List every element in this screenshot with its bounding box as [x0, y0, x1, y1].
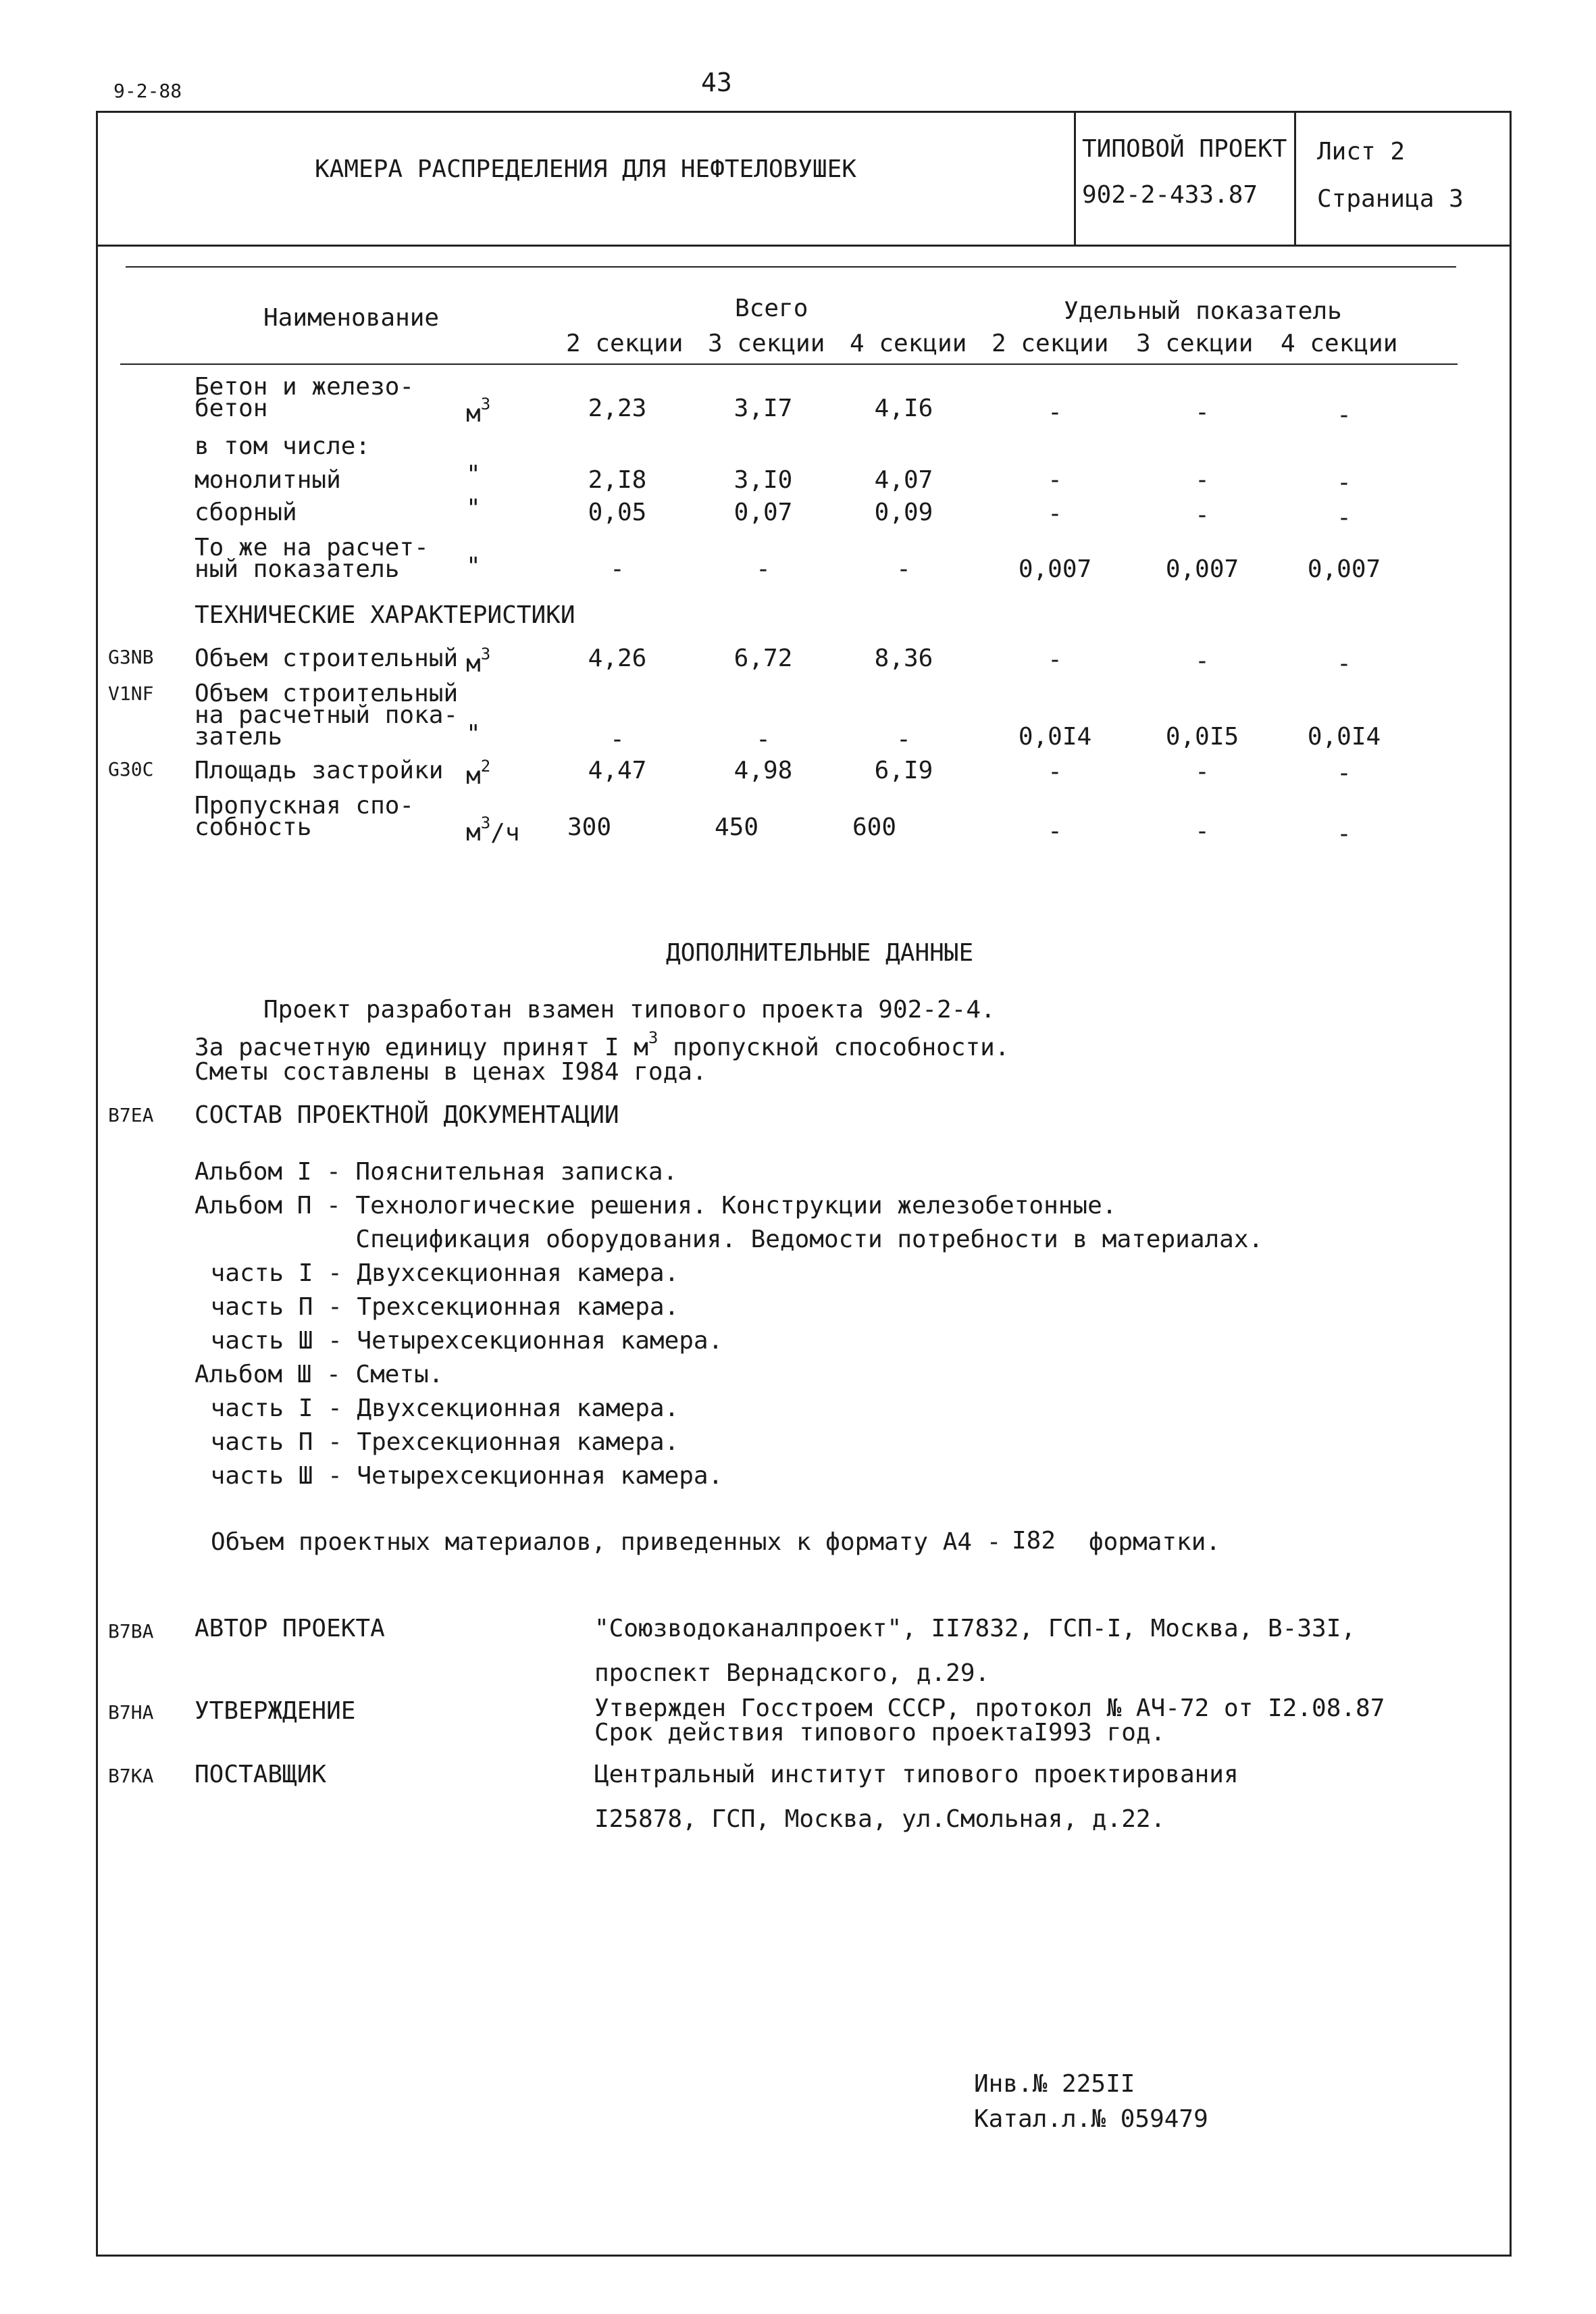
additional-data-heading: ДОПОЛНИТЕЛЬНЫЕ ДАННЫЕ — [666, 939, 974, 967]
title-block-divider-1 — [1074, 111, 1076, 246]
row-unit: $м^3/ч$ — [466, 813, 520, 847]
composition-line: Альбом П - Технологические решения. Конструкции железобетонные. — [195, 1192, 1117, 1219]
cell-value: 4,47 — [588, 757, 647, 784]
cell-value: 4,07 — [874, 466, 933, 494]
volume-text: Объем проектных материалов, приведенных к формату А4 - — [211, 1528, 1002, 1556]
cell-value: 0,0I4 — [1018, 723, 1092, 751]
subheader-specific-3: 3 секции — [1136, 330, 1254, 357]
row-code: V1NF — [108, 682, 154, 705]
row-name-cont: ный показатель — [195, 555, 400, 583]
cell-value: 0,007 — [1018, 555, 1092, 583]
cell-value: - — [1048, 466, 1062, 494]
approval-line: Срок действия типового проектаI993 год. — [594, 1719, 1166, 1746]
cell-value: 2,23 — [588, 395, 647, 422]
row-name-cont: затель — [195, 723, 283, 751]
cell-value: - — [1048, 758, 1062, 786]
cell-value: - — [1195, 758, 1210, 786]
additional-line: Проект разработан взамен типового проекта 902-2-4. — [263, 996, 996, 1024]
row-unit: " — [466, 495, 481, 522]
cell-value: 3,I0 — [733, 466, 793, 494]
project-number: 902-2-433.87 — [1082, 181, 1258, 209]
cell-value: 4,98 — [733, 757, 793, 784]
sheet-number: Лист 2 — [1317, 138, 1406, 166]
cell-value: - — [1048, 818, 1062, 845]
composition-line: часть П - Трехсекционная камера. — [196, 1428, 679, 1456]
row-unit: " — [466, 720, 481, 748]
row-code: B7KA — [108, 1765, 154, 1787]
volume-number: I82 — [1012, 1527, 1056, 1555]
cell-value: - — [610, 726, 625, 753]
row-unit: " — [466, 461, 481, 488]
row-code: G30C — [108, 758, 154, 780]
row-name: монолитный — [195, 466, 341, 494]
row-code: B7BA — [108, 1620, 154, 1642]
cell-value: 0,09 — [874, 499, 933, 526]
cell-value: 2,I8 — [588, 466, 647, 494]
composition-line: Спецификация оборудования. Ведомости потребности в материалах. — [195, 1226, 1264, 1253]
cell-value: - — [1048, 500, 1062, 528]
page-of-set: Страница 3 — [1317, 185, 1464, 213]
row-code: B7HA — [108, 1701, 154, 1724]
supplier-line: Центральный институт типового проектирования — [594, 1761, 1239, 1788]
row-name: Пропускная спо- — [195, 792, 415, 820]
cell-value: 450 — [715, 813, 759, 841]
cell-value: - — [756, 555, 771, 583]
row-name: То же на расчет- — [195, 534, 429, 561]
supplier-line: I25878, ГСП, Москва, ул.Смольная, д.22. — [594, 1805, 1166, 1833]
author-label: АВТОР ПРОЕКТА — [195, 1615, 385, 1642]
cell-value: 4,26 — [588, 645, 647, 672]
cell-value: - — [1337, 401, 1352, 429]
row-name: сборный — [195, 499, 297, 526]
row-name-cont: бетон — [195, 395, 268, 422]
composition-heading: СОСТАВ ПРОЕКТНОЙ ДОКУМЕНТАЦИИ — [195, 1101, 619, 1129]
cell-value: 0,0I5 — [1165, 723, 1239, 751]
cell-value: 0,007 — [1165, 555, 1239, 583]
cell-value: - — [1195, 399, 1210, 426]
row-unit: " — [466, 553, 481, 580]
volume-unit: форматки. — [1089, 1528, 1221, 1556]
row-name-cont: собность — [195, 813, 312, 841]
subheader-total-3: 3 секции — [708, 330, 825, 357]
cell-value: - — [1337, 650, 1352, 678]
type-label: ТИПОВОЙ ПРОЕКТ — [1082, 135, 1287, 163]
cell-value: - — [1337, 759, 1352, 787]
column-header-name: Наименование — [263, 304, 440, 332]
row-name: Объем строительный — [195, 680, 459, 707]
cell-value: 4,I6 — [874, 395, 933, 422]
subheader-specific-2: 2 секции — [992, 330, 1109, 357]
additional-line: За расчетную единицу принят I $м^3$ пропускной способности. — [195, 1028, 1010, 1061]
supplier-label: ПОСТАВЩИК — [195, 1761, 327, 1788]
subheader-total-2: 2 секции — [566, 330, 684, 357]
approval-label: УТВЕРЖДЕНИЕ — [195, 1697, 356, 1725]
tech-characteristics-heading: ТЕХНИЧЕСКИЕ ХАРАКТЕРИСТИКИ — [195, 601, 575, 629]
composition-line: часть Ш - Четырехсекционная камера. — [196, 1327, 723, 1355]
row-name-cont: на расчетный пока- — [195, 701, 459, 729]
cell-value: - — [1195, 466, 1210, 494]
subheader-specific-4: 4 секции — [1281, 330, 1398, 357]
cell-value: - — [756, 726, 771, 753]
catalog-number: Катал.л.№ 059479 — [974, 2105, 1208, 2133]
column-group-specific: Удельный показатель — [1064, 297, 1342, 325]
title-block-bottom — [96, 245, 1510, 247]
cell-value: - — [1048, 399, 1062, 426]
row-unit: $м^3$ — [466, 645, 491, 678]
composition-line: часть I - Двухсекционная камера. — [196, 1394, 679, 1422]
row-name: Объем строительный — [195, 645, 459, 672]
cell-value: - — [1195, 647, 1210, 675]
cell-value: 8,36 — [874, 645, 933, 672]
composition-line: часть Ш - Четырехсекционная камера. — [196, 1462, 723, 1490]
cell-value: - — [896, 726, 911, 753]
composition-line: Альбом Ш - Сметы. — [195, 1361, 444, 1388]
cell-value: 6,I9 — [874, 757, 933, 784]
additional-line: Сметы составлены в ценах I984 года. — [195, 1058, 707, 1086]
cell-value: 300 — [567, 813, 612, 841]
cell-value: - — [1195, 818, 1210, 845]
row-name: Бетон и железо- — [195, 373, 415, 401]
row-name: в том числе: — [195, 432, 371, 460]
document-title: КАМЕРА РАСПРЕДЕЛЕНИЯ ДЛЯ НЕФТЕЛОВУШЕК — [315, 155, 856, 183]
page-number: 43 — [701, 68, 732, 97]
row-code: B7EA — [108, 1104, 154, 1126]
cell-value: 0,07 — [733, 499, 793, 526]
document-code: 9-2-88 — [113, 80, 182, 102]
cell-value: 600 — [852, 813, 897, 841]
column-group-total: Всего — [735, 295, 808, 322]
composition-line: часть П - Трехсекционная камера. — [196, 1293, 679, 1321]
approval-line: Утвержден Госстроем СССР, протокол № АЧ-72 от I2.08.87 — [594, 1694, 1385, 1722]
cell-value: - — [1337, 820, 1352, 848]
row-unit: $м^3$ — [466, 395, 491, 428]
cell-value: 0,007 — [1307, 555, 1381, 583]
cell-value: 0,05 — [588, 499, 647, 526]
cell-value: - — [1195, 501, 1210, 529]
cell-value: - — [610, 555, 625, 583]
cell-value: - — [1337, 469, 1352, 497]
cell-value: 3,I7 — [733, 395, 793, 422]
author-line: проспект Вернадского, д.29. — [594, 1659, 990, 1687]
composition-line: часть I - Двухсекционная камера. — [196, 1259, 679, 1287]
author-line: "Союзводоканалпроект", II7832, ГСП-I, Москва, B-33I, — [594, 1615, 1356, 1642]
table-top-rule — [126, 266, 1456, 268]
cell-value: 6,72 — [733, 645, 793, 672]
table-header-rule — [120, 363, 1458, 365]
row-unit: $м^2$ — [466, 757, 491, 790]
cell-value: - — [1048, 646, 1062, 674]
row-name: Площадь застройки — [195, 757, 444, 784]
cell-value: - — [1337, 504, 1352, 532]
composition-line: Альбом I - Пояснительная записка. — [195, 1158, 678, 1186]
title-block-divider-2 — [1294, 111, 1296, 246]
row-code: G3NB — [108, 646, 154, 668]
cell-value: - — [896, 555, 911, 583]
inventory-number: Инв.№ 225II — [974, 2070, 1135, 2098]
subheader-total-4: 4 секции — [850, 330, 967, 357]
cell-value: 0,0I4 — [1307, 723, 1381, 751]
